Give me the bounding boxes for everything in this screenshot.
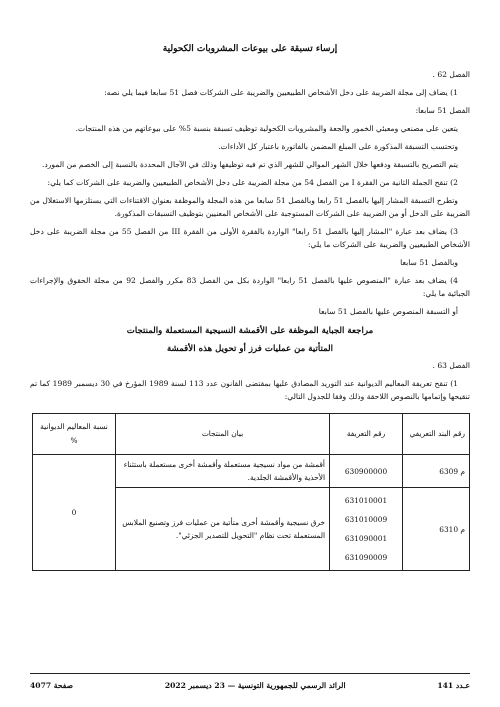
paragraph: يتعين على مصنعي ومعبئي الخمور والجعة والمشروبات الكحولية توظيف تسبقة بنسبة 5% على بيوعاتهم من هذه المنتجات. — [75, 124, 458, 133]
tariff-code: 630900000 — [344, 466, 388, 476]
paragraph: أو التسبقة المنصوص عليها بالفصل 51 سابعا — [318, 307, 458, 316]
chapter-62-heading: الفصل 62 . — [432, 70, 470, 79]
cell-code — [330, 455, 403, 488]
header-code: رقم التعريفة — [330, 414, 403, 455]
paragraph: 3) يضاف بعد عبارة "المشار إليها بالفصل 51 رابعا" الواردة بالفقرة الأولى من الفقرة III من الفصل 55 من مجلة الضريبة على دخل الأشخاص الطبيعيين والضريبة على الشركات ما يلي: — [30, 227, 470, 249]
footer-issue: عـدد 141 — [437, 680, 470, 690]
paragraph: وتحتسب التسبقة المذكورة على المبلغ المضمن بالفاتورة باعتبار كل الأداءات. — [218, 142, 458, 151]
table-header-row — [33, 414, 470, 455]
page-footer — [30, 673, 470, 692]
cell-item: م 6309 — [403, 455, 470, 488]
cell-desc: خرق نسيجية وأقمشة أخرى متأتية من عمليات فرز وتصنيع الملابس المستعملة تحت نظام "التحويل للتصدير الجزئي". — [116, 488, 330, 571]
cell-item: م 6310 — [403, 488, 470, 571]
paragraph: يتم التصريح بالتسبقة ودفعها خلال الشهر الموالي للشهر الذي تم فيه توظيفها وذلك في الآجال المحددة بالنسبة إلى الخصم من المورد. — [41, 160, 458, 169]
footer-page-number: صفحة 4077 — [30, 680, 74, 690]
section2-title-line2: المتأتية من عمليات فرز أو تحويل هذه الأقمشة — [166, 344, 334, 354]
paragraph: وتطرح التسبقة المشار إليها بالفصل 51 رابعا وبالفصل 51 سابعا من هذه المجلة والموظفة بعنوان الاقتناءات التي يستلزمها الاستغلال من الضريبة على الدخل أو من الضريبة على الشركات المستوجبة على الأشخاص المعنيين بتوظيف التسبقات المذكورة. — [30, 196, 470, 218]
article-heading: الفصل 51 سابعا: — [415, 106, 470, 115]
paragraph: وبالفصل 51 سابعا — [400, 258, 458, 267]
chapter-63-heading: الفصل 63 . — [432, 361, 470, 370]
tariff-code: 631010009 — [344, 515, 388, 524]
tariff-table — [32, 413, 470, 571]
header-desc: بيان المنتجات — [116, 414, 330, 455]
footer-journal: الرائد الرسمي للجمهورية التونسية — 23 ديسمبر 2022 — [164, 680, 346, 690]
header-item: رقم البند التعريفي — [403, 414, 470, 455]
paragraph: 2) تنقح الجملة الثانية من الفقرة I من الفصل 54 من مجلة الضريبة على دخل الأشخاص الطبيعيين والضريبة على الشركات كما يلي: — [47, 178, 458, 187]
section2-title-line1: مراجعة الجباية الموظفة على الأقمشة النسيجية المستعملة والمنتجات — [126, 326, 374, 336]
table-row — [33, 455, 470, 488]
cell-code — [330, 488, 403, 571]
cell-rate: 0 — [33, 455, 116, 571]
header-rate: نسبة المعاليم الديوانية % — [33, 414, 116, 455]
tariff-code: 631010001 — [344, 496, 388, 505]
tariff-code: 631090001 — [344, 534, 388, 543]
paragraph: 1) يضاف إلى مجلة الضريبة على دخل الأشخاص الطبيعيين والضريبة على الشركات فصل 51 سابعا فيما يلي نصه: — [104, 88, 458, 97]
paragraph: 4) يضاف بعد عبارة "المنصوص عليها بالفصل 51 رابعا" الواردة بكل من الفصل 83 مكرر والفصل 92 من مجلة الحقوق والإجراءات الجبائية ما يلي: — [30, 276, 470, 298]
tariff-code: 631090009 — [344, 553, 388, 562]
cell-desc: أقمشة من مواد نسيجية مستعملة وأقمشة أخرى مستعملة باستثناء الأحذية والأقمشة الجلدية. — [116, 455, 330, 488]
section-title: إرساء تسبقة على بيوعات المشروبات الكحولية — [162, 44, 338, 54]
paragraph: 1) تنقح تعريفة المعاليم الديوانية عند التوريد المصادق عليها بمقتضى القانون عدد 113 لسنة 1989 المؤرخ في 30 ديسمبر 1989 كما تم تنقيحها وإتمامها بالنصوص اللاحقة وذلك وفقا للجدول التالي: — [30, 379, 470, 401]
